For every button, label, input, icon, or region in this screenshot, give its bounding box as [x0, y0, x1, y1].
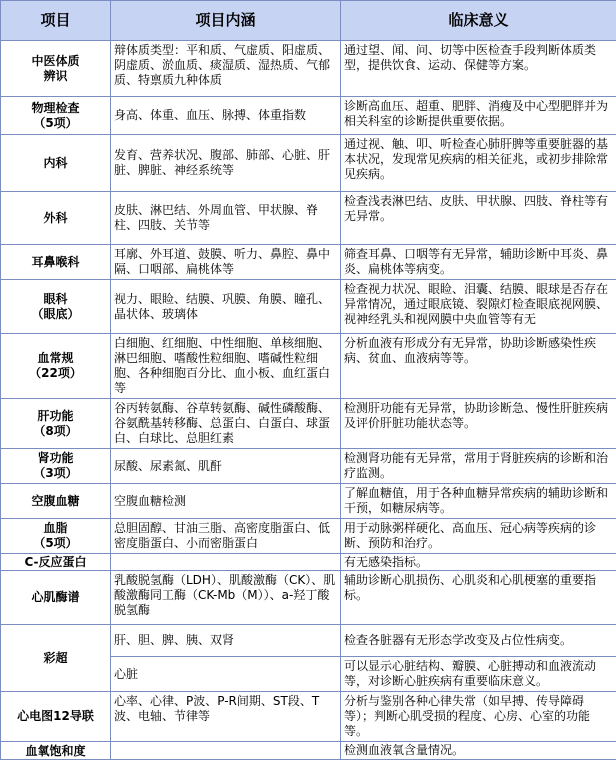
item-meaning: 有无感染指标。 — [341, 554, 616, 571]
item-meaning: 检查各脏器有无形态学改变及占位性病变。 — [341, 625, 616, 657]
item-meaning: 筛查耳鼻、口咽等有无异常，辅助诊断中耳炎、鼻炎、扁桃体等病变。 — [341, 245, 616, 280]
header-meaning: 临床意义 — [341, 1, 616, 41]
item-meaning: 检测肝功能有无异常，协助诊断急、慢性肝脏疾病及评价肝脏功能状态等。 — [341, 399, 616, 449]
table-row — [1, 97, 616, 135]
item-name: 眼科 （眼底） — [1, 280, 111, 334]
item-name: 中医体质 辨识 — [1, 41, 111, 97]
item-content: 乳酸脱氢酶（LDH）、肌酸激酶（CK）、肌酸激酶同工酶（CK-Mb（M））、a-羟丁酸脱氢酶 — [111, 571, 341, 625]
item-meaning: 通过望、闻、问、切等中医检查手段判断体质类型，提供饮食、运动、保健等方案。 — [341, 41, 616, 97]
item-content: 白细胞、红细胞、中性细胞、单核细胞、淋巴细胞、嗜酸性粒细胞、嗜碱性粒细胞、各种细胞百分比、血小板、血红蛋白等 — [111, 334, 341, 399]
item-content: 皮肤、淋巴结、外周血管、甲状腺、脊柱、四肢、关节等 — [111, 192, 341, 245]
table-row — [1, 484, 616, 519]
header-content: 项目内涵 — [111, 1, 341, 41]
item-name: C-反应蛋白 — [1, 554, 111, 571]
item-name: 耳鼻喉科 — [1, 245, 111, 280]
item-content: 心率、心律、P波、P-R间期、ST段、T波、电轴、节律等 — [111, 692, 341, 742]
item-meaning: 分析血液有形成分有无异常，协助诊断感染性疾病、贫血、血液病等等。 — [341, 334, 616, 399]
item-name: 空腹血糖 — [1, 484, 111, 519]
item-name: 血氧饱和度 — [1, 742, 111, 760]
table-row — [1, 554, 616, 571]
table-row — [1, 519, 616, 554]
table-row — [1, 449, 616, 484]
item-meaning: 用于动脉粥样硬化、高血压、冠心病等疾病的诊断、预防和治疗。 — [341, 519, 616, 554]
table-row — [1, 625, 616, 657]
item-content: 总胆固醇、甘油三脂、高密度脂蛋白、低密度脂蛋白、小而密脂蛋白 — [111, 519, 341, 554]
table-row — [1, 399, 616, 449]
table-header-row — [1, 1, 616, 41]
table-row — [1, 192, 616, 245]
table-row — [1, 41, 616, 97]
item-meaning: 分析与鉴别各种心律失常（如早搏、传导障碍等）；判断心肌受损的程度、心房、心室的功能等。 — [341, 692, 616, 742]
item-meaning: 诊断高血压、超重、肥胖、消瘦及中心型肥胖并为相关科室的诊断提供重要依据。 — [341, 97, 616, 135]
item-content — [111, 554, 341, 571]
item-name: 心肌酶谱 — [1, 571, 111, 625]
item-content: 尿酸、尿素氮、肌酐 — [111, 449, 341, 484]
item-meaning: 检测血液氧含量情况。 — [341, 742, 616, 760]
item-name: 肝功能 （8项） — [1, 399, 111, 449]
item-content: 身高、体重、血压、脉搏、体重指数 — [111, 97, 341, 135]
item-name: 血常规 （22项） — [1, 334, 111, 399]
table-row — [1, 135, 616, 192]
table-row — [1, 280, 616, 334]
table-row — [1, 245, 616, 280]
item-name: 物理检查 （5项） — [1, 97, 111, 135]
table-row — [1, 334, 616, 399]
item-name: 心电图12导联 — [1, 692, 111, 742]
header-item: 项目 — [1, 1, 111, 41]
item-content: 视力、眼睑、结膜、巩膜、角膜、瞳孔、晶状体、玻璃体 — [111, 280, 341, 334]
item-content: 耳廓、外耳道、鼓膜、听力、鼻腔、鼻中隔、口咽部、扁桃体等 — [111, 245, 341, 280]
item-content: 谷丙转氨酶、谷草转氨酶、碱性磷酸酶、谷氨酰基转移酶、总蛋白、白蛋白、球蛋白、白球比、总胆红素 — [111, 399, 341, 449]
item-content: 空腹血糖检测 — [111, 484, 341, 519]
table-row — [1, 742, 616, 760]
item-content: 心脏 — [111, 657, 341, 692]
item-content: 肝、胆、脾、胰、双肾 — [111, 625, 341, 657]
item-meaning: 检测肾功能有无异常，常用于肾脏疾病的诊断和治疗监测。 — [341, 449, 616, 484]
item-content: 辩体质类型：平和质、气虚质、阳虚质、阴虚质、淤血质、痰湿质、湿热质、气郁质、特禀质九种体质 — [111, 41, 341, 97]
item-name: 内科 — [1, 135, 111, 192]
item-content: 发育、营养状况、腹部、肺部、心脏、肝脏、脾脏、神经系统等 — [111, 135, 341, 192]
item-meaning: 检查浅表淋巴结、皮肤、甲状腺、四肢、脊柱等有无异常。 — [341, 192, 616, 245]
item-meaning: 通过视、触、叩、听检查心肺肝脾等重要脏器的基本状况，发现常见疾病的相关征兆，或初步排除常见疾病。 — [341, 135, 616, 192]
item-name: 肾功能 （3项） — [1, 449, 111, 484]
item-meaning: 可以显示心脏结构、瓣膜、心脏搏动和血液流动等，对诊断心脏疾病有重要临床意义。 — [341, 657, 616, 692]
item-meaning: 了解血糖值，用于各种血糖异常疾病的辅助诊断和干预，如糖尿病等。 — [341, 484, 616, 519]
item-content — [111, 742, 341, 760]
table-row — [1, 571, 616, 625]
item-meaning: 检查视力状况、眼睑、泪囊、结膜、眼球是否存在异常情况，通过眼底镜、裂隙灯检查眼底视网膜、视神经乳头和视网膜中央血管等有无 — [341, 280, 616, 334]
item-name: 血脂 （5项） — [1, 519, 111, 554]
table-row — [1, 692, 616, 742]
item-meaning: 辅助诊断心肌损伤、心肌炎和心肌梗塞的重要指标。 — [341, 571, 616, 625]
item-name: 彩超 — [1, 625, 111, 692]
item-name: 外科 — [1, 192, 111, 245]
